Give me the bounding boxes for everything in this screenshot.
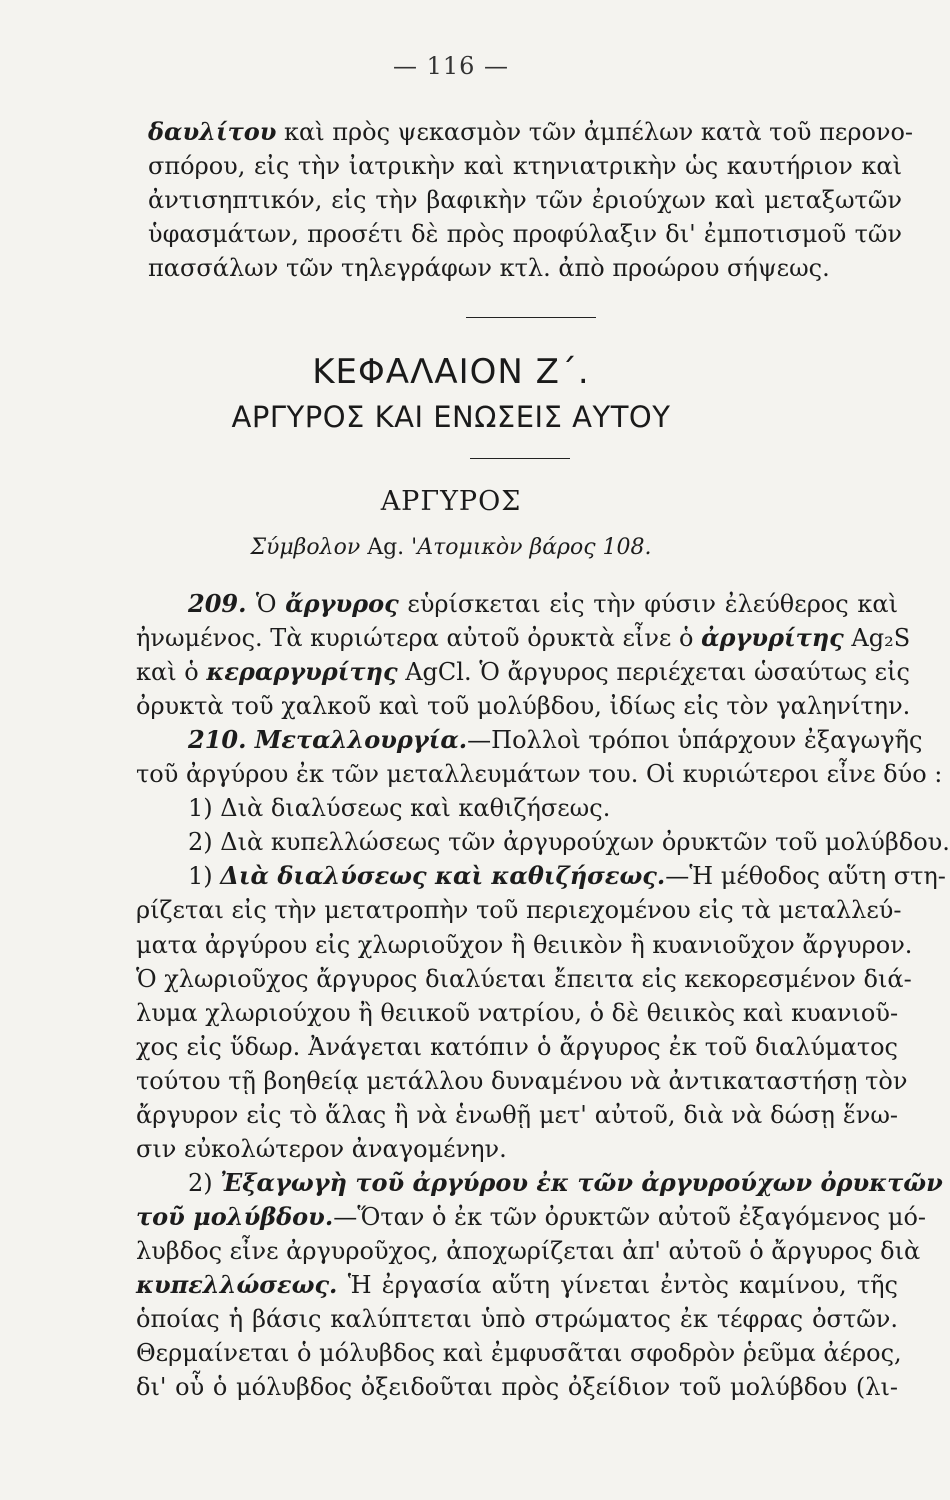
- line-text: 2): [188, 1169, 221, 1197]
- line-text: ἄργυρον εἰς τὸ ἅλας ἢ νὰ ἑνωθῇ μετ' αὐτοῦ, διὰ νὰ δώσῃ ἕνω-: [136, 1101, 898, 1129]
- line-text: σιν εὐκολώτερον ἀναγομένην.: [136, 1135, 507, 1163]
- chapter-title: ΚΕΦΑΛΑΙΟΝ Ζ΄.: [312, 352, 590, 392]
- line-text: —Πολλοὶ τρόποι ὑπάρχουν ἐξαγωγῆς: [467, 726, 923, 754]
- line-text: ἀντισηπτικόν, εἰς τὴν βαφικὴν τῶν ἐριούχων καὶ μεταξωτῶν: [148, 186, 902, 214]
- line-text: Ἡ ἐργασία αὕτη γίνεται ἐντὸς καμίνου, τῆς: [337, 1271, 898, 1299]
- line-text: —Ὅταν ὁ ἐκ τῶν ὀρυκτῶν αὐτοῦ ἐξαγόμενος μό-: [333, 1203, 927, 1231]
- text-line: [0, 1371, 902, 1403]
- line-text: σπόρου, εἰς τὴν ἰατρικὴν καὶ κτηνιατρικὴν ὡς καυτήριον καὶ: [148, 152, 902, 180]
- text-line: [0, 860, 946, 892]
- line-text: ματα ἀργύρου εἰς χλωριοῦχον ἢ θειικὸν ἢ κυανιοῦχον ἄργυρον.: [136, 931, 913, 959]
- text-line: [0, 116, 914, 148]
- text-line: [0, 1099, 902, 1131]
- emphasis-term: Διὰ διαλύσεως καὶ καθιζήσεως.: [220, 861, 666, 890]
- text-line: [0, 792, 902, 824]
- line-text: ἠνωμένος. Τὰ κυριώτερα αὐτοῦ ὀρυκτὰ εἶνε ὁ: [136, 624, 702, 652]
- line-text: Ag₂S: [843, 624, 911, 652]
- line-text: πασσάλων τῶν τηλεγράφων κτλ. ἀπὸ προώρου σήψεως.: [148, 254, 830, 282]
- text-line: [0, 1167, 943, 1199]
- page-number: — 116 —: [392, 52, 510, 80]
- line-text: εὑρίσκεται εἰς τὴν φύσιν ἐλεύθερος καὶ: [398, 590, 898, 618]
- atomic-weight: 'Ατομικὸν βάρος 108.: [411, 535, 652, 560]
- symbol-label: Σύμβολον: [250, 535, 361, 560]
- text-line: [0, 1133, 902, 1165]
- line-text: λυμα χλωριούχου ἢ θειικοῦ νατρίου, ὁ δὲ θειικὸς καὶ κυανιοῦ-: [136, 999, 899, 1027]
- line-text: 1): [188, 862, 221, 890]
- emphasis-term: κεραργυρίτης: [206, 657, 398, 686]
- text-line: [0, 218, 902, 250]
- line-text: καὶ ὁ: [136, 658, 207, 686]
- emphasis-term: ἀργυρίτης: [701, 623, 844, 652]
- text-line: [0, 997, 902, 1029]
- emphasis-term: 210. Μεταλλουργία.: [188, 725, 468, 754]
- line-text: Θερμαίνεται ὁ μόλυβδος καὶ ἐμφυσᾶται σφοδρὸν ῥεῦμα ἀέρος,: [136, 1339, 902, 1367]
- chapter-subtitle: ΑΡΓΥΡΟΣ ΚΑΙ ΕΝΩΣΕΙΣ ΑΥΤΟΥ: [231, 400, 671, 434]
- text-line: [0, 1065, 908, 1097]
- line-text: τοῦ ἀργύρου ἐκ τῶν μεταλλευμάτων του. Οἱ κυριώτεροι εἶνε δύο :: [136, 760, 943, 788]
- text-line: [0, 758, 943, 790]
- text-line: [0, 1201, 927, 1233]
- text-line: [0, 963, 912, 995]
- text-line: [0, 656, 910, 688]
- line-text: ὁποίας ἡ βάσις καλύπτεται ὑπὸ στρώματος ἐκ τέφρας ὀστῶν.: [136, 1305, 898, 1333]
- line-text: ρίζεται εἰς τὴν μετατροπὴν τοῦ περιεχομένου εἰς τὰ μεταλλεύ-: [136, 896, 902, 924]
- text-line: [0, 184, 902, 216]
- line-text: τούτου τῇ βοηθείᾳ μετάλλου δυναμένου νὰ ἀντικαταστήσῃ τὸν: [136, 1067, 908, 1095]
- emphasis-term: 209.: [188, 589, 256, 618]
- line-text: 1) Διὰ διαλύσεως καὶ καθιζήσεως.: [188, 794, 611, 822]
- line-text: χος εἰς ὕδωρ. Ἀνάγεται κατόπιν ὁ ἄργυρος ἐκ τοῦ διαλύματος: [136, 1033, 898, 1061]
- symbol-line: [0, 535, 902, 560]
- emphasis-term: κυπελλώσεως.: [136, 1270, 338, 1299]
- divider-2: [470, 458, 570, 459]
- line-text: δι' οὗ ὁ μόλυβδος ὀξειδοῦται πρὸς ὀξείδιον τοῦ μολύβδου (λι-: [136, 1373, 898, 1401]
- text-line: [0, 1303, 902, 1335]
- line-text: Ὁ: [255, 590, 286, 618]
- line-text: AgCl. Ὁ ἄργυρος περιέχεται ὡσαύτως εἰς: [397, 658, 910, 686]
- text-line: [0, 826, 950, 858]
- emphasis-term: Ἐξαγωγὴ τοῦ ἀργύρου ἐκ τῶν ἀργυρούχων ὀρυκτῶν: [220, 1168, 943, 1197]
- emphasis-term: ἄργυρος: [285, 589, 399, 618]
- line-text: καὶ πρὸς ψεκασμὸν τῶν ἀμπέλων κατὰ τοῦ περονο-: [276, 118, 914, 146]
- symbol-value: Ag.: [360, 535, 412, 560]
- text-line: [0, 929, 913, 961]
- line-text: Ὁ χλωριοῦχος ἄργυρος διαλύεται ἔπειτα εἰς κεκορεσμένον διά-: [136, 965, 912, 993]
- text-line: [0, 252, 902, 284]
- text-line: [0, 1269, 902, 1301]
- text-line: [0, 1235, 921, 1267]
- text-line: [0, 150, 902, 182]
- divider-1: [466, 317, 596, 318]
- line-text: ὀρυκτὰ τοῦ χαλκοῦ καὶ τοῦ μολύβδου, ἰδίως εἰς τὸν γαληνίτην.: [136, 692, 911, 720]
- line-text: —Ἡ μέθοδος αὕτη στη-: [665, 862, 946, 890]
- text-line: [0, 894, 902, 926]
- line-text: 2) Διὰ κυπελλώσεως τῶν ἀργυρούχων ὀρυκτῶν τοῦ μολύβδου.: [188, 828, 950, 856]
- emphasis-term: δαυλίτου: [148, 117, 277, 146]
- text-line: [0, 622, 911, 654]
- text-line: [0, 588, 902, 620]
- text-line: [0, 690, 911, 722]
- text-line: [0, 724, 923, 756]
- section-title-text: ΑΡΓΥΡΟΣ: [380, 486, 522, 517]
- text-line: [0, 1337, 902, 1369]
- line-text: λυβδος εἶνε ἀργυροῦχος, ἀποχωρίζεται ἀπ' αὐτοῦ ὁ ἄργυρος διὰ: [136, 1237, 921, 1265]
- section-title: [0, 486, 902, 517]
- line-text: ὑφασμάτων, προσέτι δὲ πρὸς προφύλαξιν δι' ἐμποτισμοῦ τῶν: [148, 220, 902, 248]
- emphasis-term: τοῦ μολύβδου.: [136, 1202, 334, 1231]
- text-line: [0, 1031, 902, 1063]
